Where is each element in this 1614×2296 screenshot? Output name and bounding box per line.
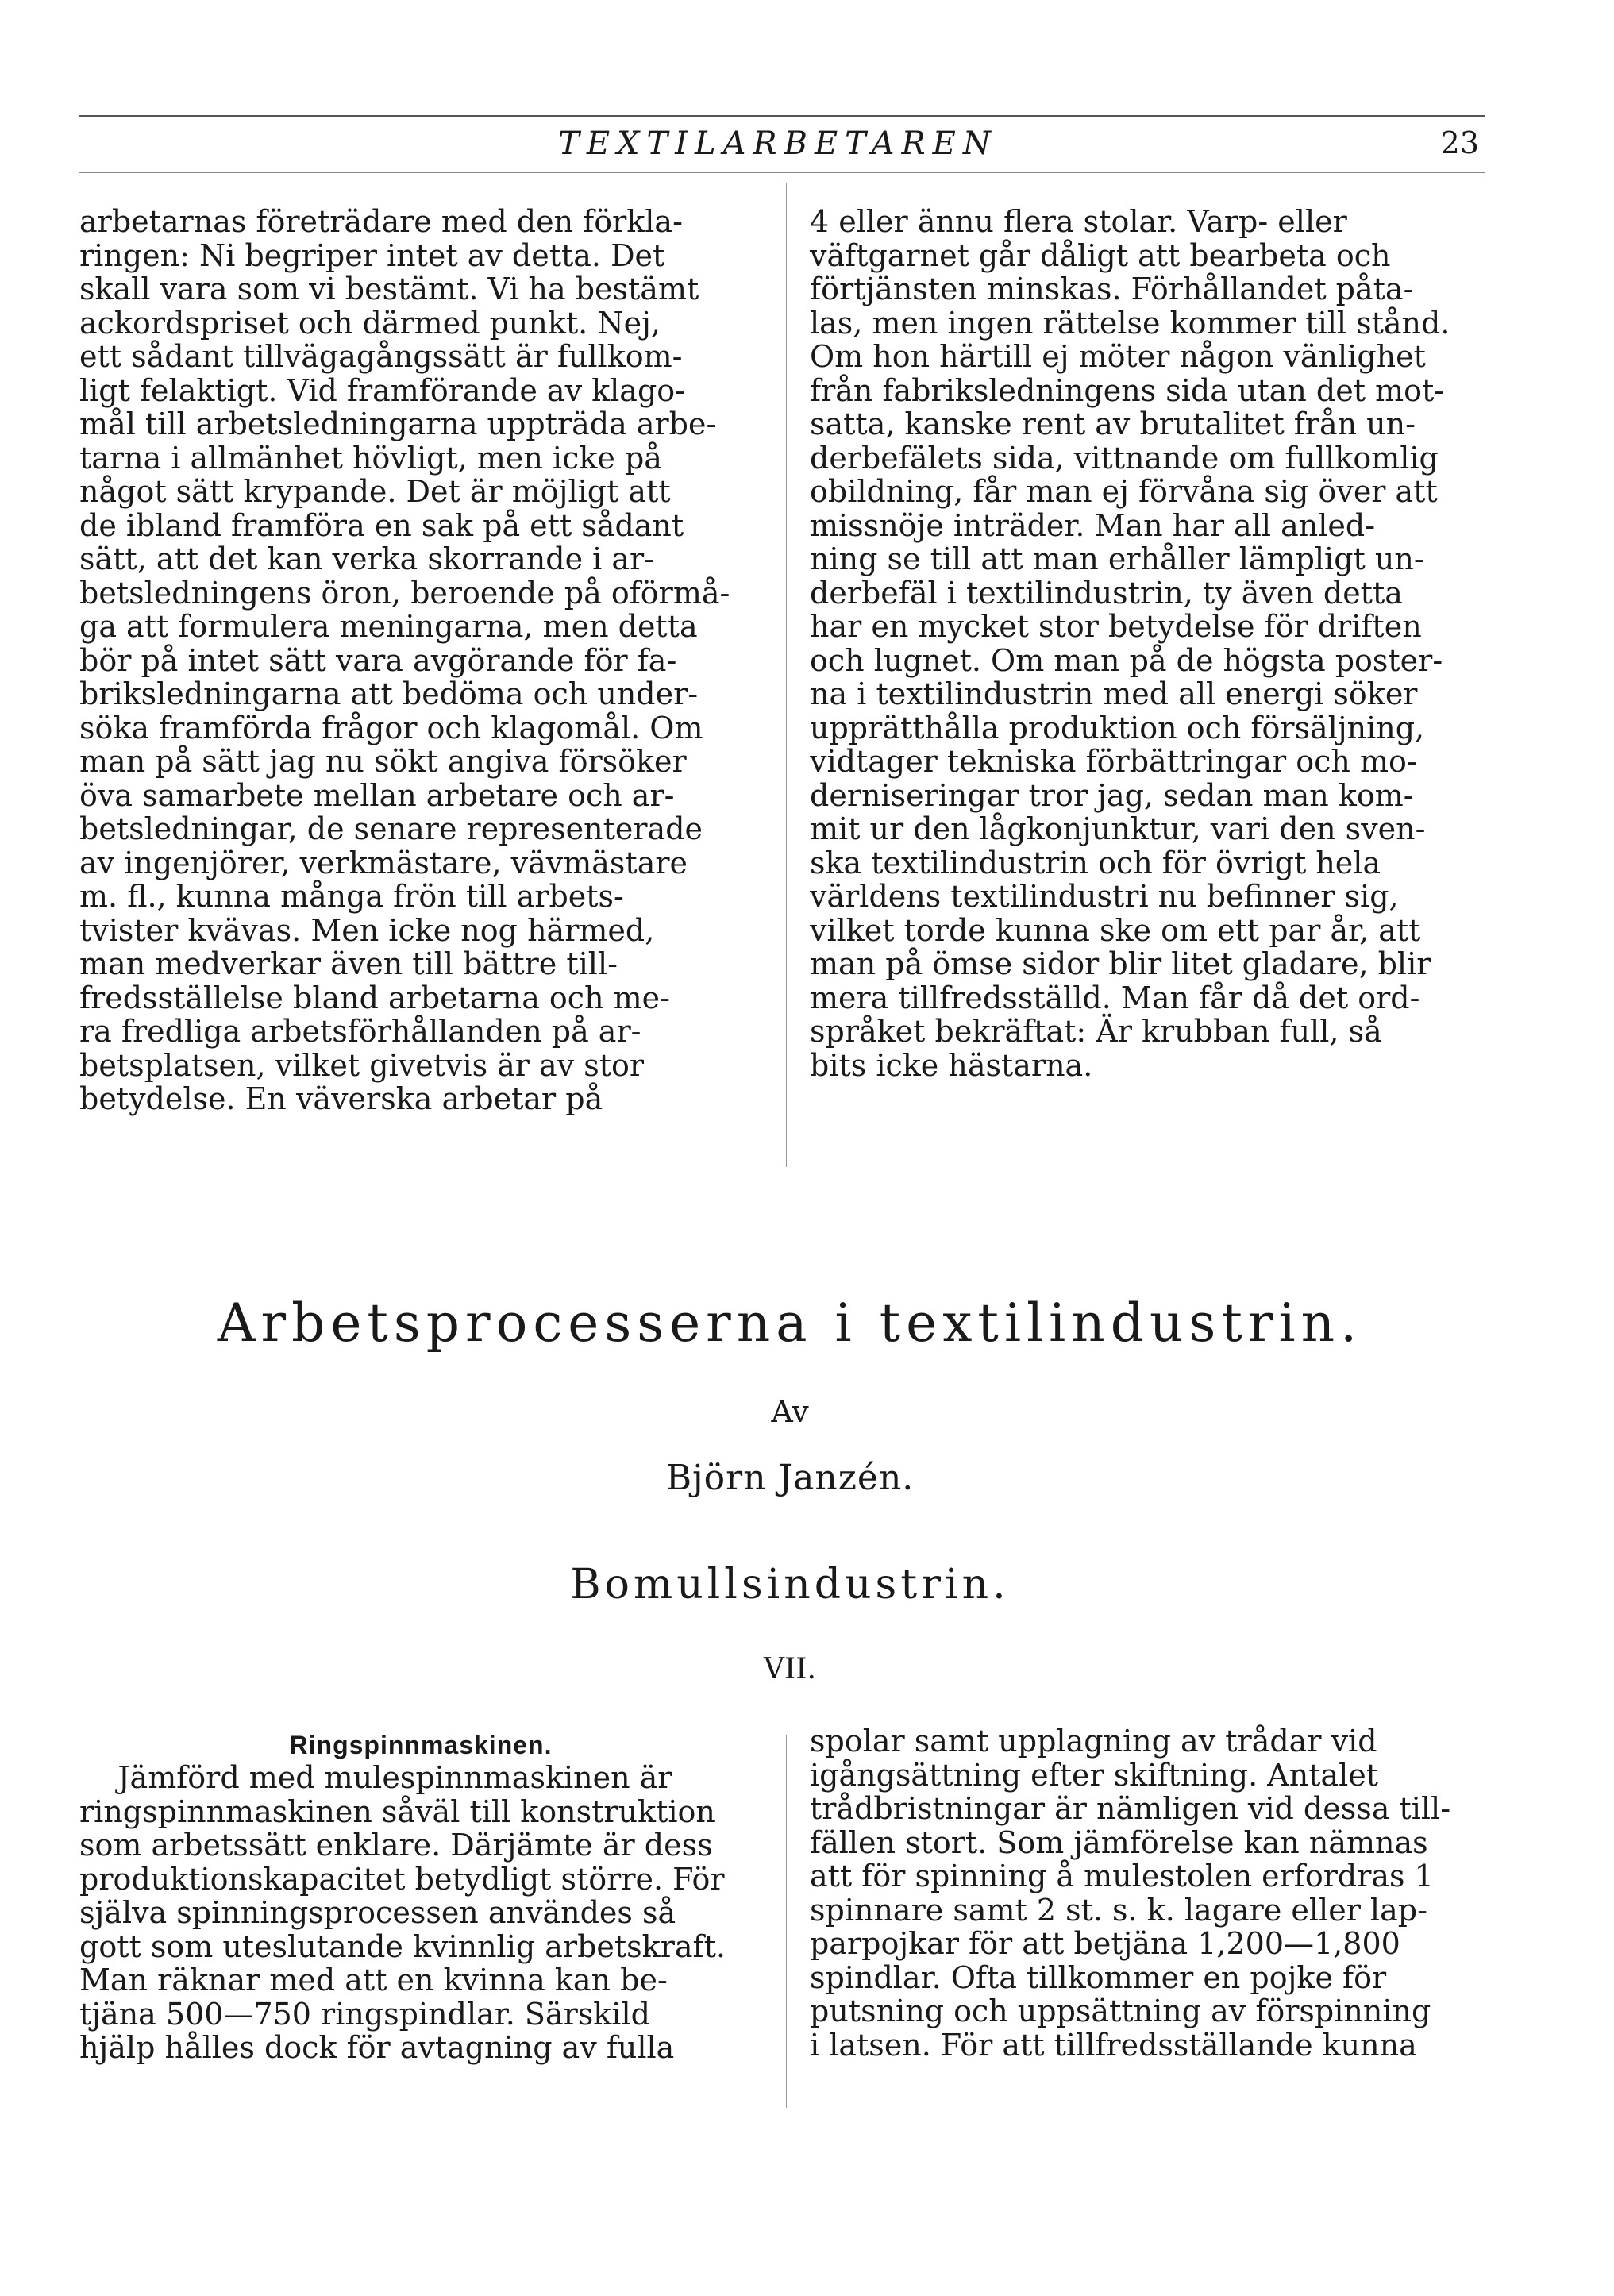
top-right-column-text: 4 eller ännu flera stolar. Varp- eller väftgarnet går dåligt att bearbeta och förtjänsten minskas. Förhållandet påta- las, men ingen rättelse kommer till stånd. Om hon härtill ej möter någon vänlighet från fabriksledningens sida utan det mot- satta, kanske rent av brutalitet från un- derbefälets sida, vittnande om fullkomlig obildning, får man ej förvåna sig över att missnöje inträder. Man har all anled- ning se till att man erhåller lämpligt un- derbefäl i textilindustrin, ty även detta har en mycket stor betydelse för driften och lugnet. Om man på de högsta poster- na i textilindustrin med all energi söker upprätthålla produktion och försäljning, vidtager tekniska förbättringar och mo- derniseringar tror jag, sedan man kom- mit ur den lågkonjunktur, vari den sven- ska textilindustrin och för övrigt hela världens textilindustri nu befinner sig, vilket torde kunna ske om ett par år, att man på ömse sidor blir litet gladare, blir mera tillfredsställd. Man får då det ord- språket bekräftat: Är krubban full, så bits icke hästarna.: [810, 204, 1450, 1083]
page-number: 23: [1440, 125, 1479, 160]
header-bottom-rule: [79, 172, 1485, 173]
subheading: Ringspinnmaskinen.: [289, 1731, 553, 1759]
top-left-column-text: arbetarnas företrädare med den förkla- ringen: Ni begriper intet av detta. Det skall vara som vi bestämt. Vi ha bestämt ackordspriset och därmed punkt. Nej, ett sådant tillvägagångssätt är fullkom- ligt felaktigt. Vid framförande av klago- mål till arbetsledningarna uppträda arbe- tarna i allmänhet hövligt, men icke på något sätt krypande. Det är möjligt att de ibland framföra en sak på ett sådant sätt, att det kan verka skorrande i ar- betsledningens öron, beroende på oförmå- ga att formulera meningarna, men detta bör på intet sätt vara avgörande för fa- briksledningarna att bedöma och under- söka framförda frågor och klagomål. Om man på sätt jag nu sökt angiva försöker öva samarbete mellan arbetare och ar- betsledningar, de senare representerade av ingenjörer, verkmästare, vävmästare m. fl., kunna många frön till arbets- tvister kvävas. Men icke nog härmed, man medverkar även till bättre till- fredsställelse bland arbetarna och me- ra fredliga arbetsförhållanden på ar- betsplatsen, vilket givetvis är av stor betydelse. En väverska arbetar på: [79, 204, 730, 1116]
article-title: Arbetsprocesserna i textilindustrin.: [217, 1292, 1363, 1354]
header-top-rule: [79, 115, 1485, 117]
section-title: Bomullsindustrin.: [570, 1561, 1010, 1608]
byline-prefix: Av: [771, 1394, 809, 1429]
part-number: VII.: [764, 1653, 816, 1685]
top-column-divider: [786, 183, 787, 1167]
author-name: Björn Janzén.: [665, 1458, 915, 1498]
running-title: TEXTILARBETAREN: [558, 125, 998, 162]
bottom-column-divider: [786, 1735, 787, 2108]
bottom-right-column-text: spolar samt upplagning av trådar vid igångsättning efter skiftning. Antalet trådbristningar är nämligen vid dessa till- fällen stort. Som jämförelse kan nämnas att för spinning å mulestolen erfordras 1 spinnare samt 2 st. s. k. lagare eller lap- parpojkar för att betjäna 1,200—1,800 spindlar. Ofta tillkommer en pojke för putsning och uppsättning av förspinning i latsen. För att tillfredsställande kunna: [810, 1724, 1451, 2063]
bottom-left-column-text: Jämförd med mulespinnmaskinen är ringspinnmaskinen såväl till konstruktion som arbetssätt enklare. Därjämte är dess produktionskapacitet betydligt större. För själva spinningsprocessen användes så gott som uteslutande kvinnlig arbetskraft. Man räknar med att en kvinna kan be- tjäna 500—750 ringspindlar. Särskild hjälp hålles dock för avtagning av fulla: [79, 1760, 726, 2065]
